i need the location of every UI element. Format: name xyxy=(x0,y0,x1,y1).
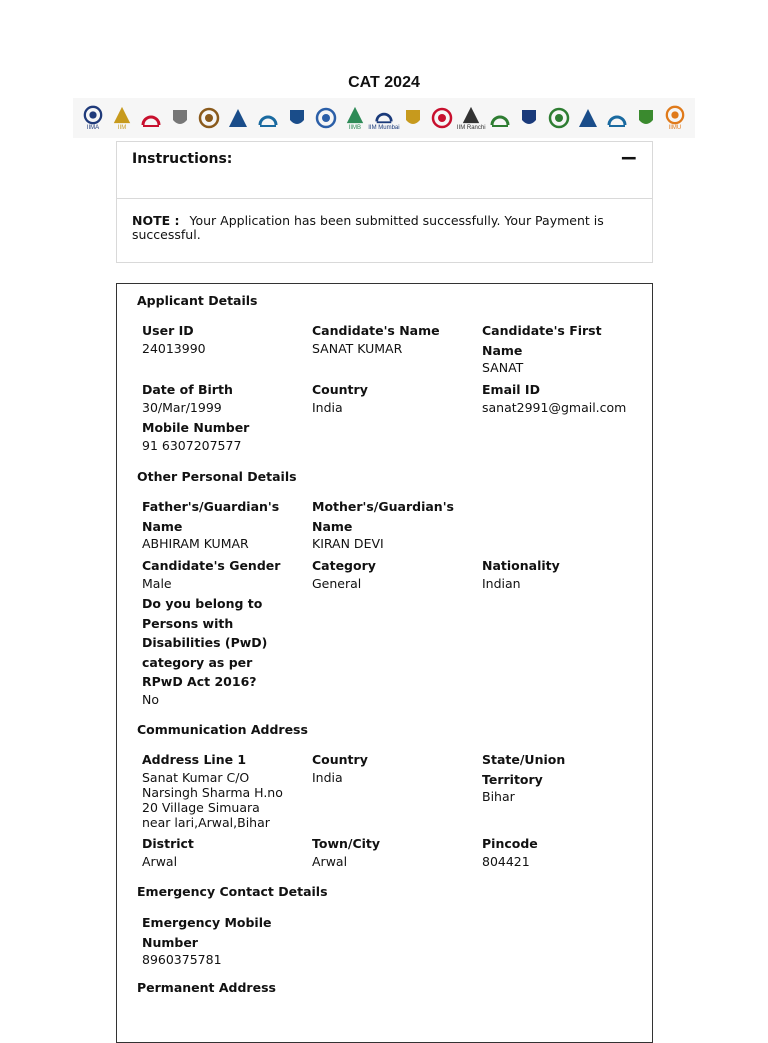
field-label: Candidate's Name xyxy=(312,323,440,338)
address-line1-field xyxy=(142,750,287,830)
field-value: Male xyxy=(142,575,172,591)
globe-logo xyxy=(547,102,571,134)
green-seal-logo-mark xyxy=(489,105,511,131)
field-value: 8960375781 xyxy=(142,952,222,967)
instructions-panel xyxy=(116,141,653,263)
ranchi-logo-mark xyxy=(460,105,482,125)
shield-logo xyxy=(576,102,600,134)
iimu-logo xyxy=(663,102,687,134)
ranchi-logo xyxy=(456,102,486,134)
permanent-address-title: Permanent Address xyxy=(137,980,276,995)
field-value: Sanat Kumar C/O Narsingh Sharma H.no 20 Village Simuara near lari,Arwal,Bihar xyxy=(142,769,283,830)
field-value: 91 6307207577 xyxy=(142,437,242,453)
emergency-mobile-field xyxy=(142,913,277,967)
figure-logo xyxy=(605,102,629,134)
field-label: Father's/Guardian's Name xyxy=(142,499,280,534)
emergency-contact-title: Emergency Contact Details xyxy=(137,884,328,899)
field-value: No xyxy=(142,691,159,707)
chakra-logo xyxy=(314,102,338,134)
field-label: Nationality xyxy=(482,558,560,573)
emblem-logo xyxy=(401,102,425,134)
field-value: Indian xyxy=(482,575,521,591)
flame-logo xyxy=(226,102,250,134)
application-details-card xyxy=(116,283,653,1043)
email-field xyxy=(482,380,637,415)
field-label: Category xyxy=(312,558,376,573)
mumbai-logo-mark xyxy=(373,105,395,125)
dob-field xyxy=(142,380,292,415)
pinwheel-logo-mark xyxy=(635,105,657,131)
district-field xyxy=(142,834,292,869)
iimb-logo-mark xyxy=(344,105,366,125)
tower-logo-mark xyxy=(257,105,279,131)
lattice-logo-mark xyxy=(518,105,540,131)
category-field xyxy=(312,556,467,591)
field-label: District xyxy=(142,836,194,851)
field-label: Do you belong to Persons with Disabilities (PwD) category as per RPwD Act 2016? xyxy=(142,596,268,689)
field-label: Town/City xyxy=(312,836,381,851)
instructions-title: Instructions: xyxy=(132,151,233,167)
mountain-logo xyxy=(285,102,309,134)
field-value: ABHIRAM KUMAR xyxy=(142,536,249,551)
logo-label: IIM xyxy=(117,124,127,131)
note-label: NOTE : xyxy=(132,213,180,228)
field-label: Mother's/Guardian's Name xyxy=(312,499,454,534)
first-name-field xyxy=(482,321,607,375)
field-value: Arwal xyxy=(312,853,348,869)
field-label: Country xyxy=(312,382,368,397)
father-name-field xyxy=(142,497,282,551)
gender-field xyxy=(142,556,292,591)
field-value: SANAT KUMAR xyxy=(312,340,403,356)
red-emblem-logo xyxy=(430,102,454,134)
flame-logo-mark xyxy=(227,105,249,131)
field-label: State/Union Territory xyxy=(482,752,566,787)
instructions-note xyxy=(132,214,632,242)
field-label: Candidate's First Name xyxy=(482,323,602,358)
field-value: 30/Mar/1999 xyxy=(142,399,222,415)
field-label: Pincode xyxy=(482,836,538,851)
field-value: 24013990 xyxy=(142,340,206,356)
mountain-logo-mark xyxy=(286,105,308,131)
logo-label: IIMU xyxy=(668,124,682,131)
address-country-field xyxy=(312,750,467,785)
lattice-logo xyxy=(517,102,541,134)
pinwheel-logo xyxy=(634,102,658,134)
pediment-logo-mark xyxy=(169,105,191,131)
town-field xyxy=(312,834,467,869)
pincode-field xyxy=(482,834,637,869)
iimu-logo-mark xyxy=(664,105,686,125)
green-seal-logo xyxy=(488,102,512,134)
field-value: 804421 xyxy=(482,853,530,869)
nationality-field xyxy=(482,556,637,591)
red-emblem-logo-mark xyxy=(431,105,453,131)
iima-logo-mark xyxy=(82,105,104,125)
candidate-name-field xyxy=(312,321,467,356)
mumbai-logo xyxy=(368,102,400,134)
field-value: sanat2991@gmail.com xyxy=(482,399,627,415)
state-field xyxy=(482,750,582,804)
field-label: Mobile Number xyxy=(142,420,250,435)
sunflower-logo xyxy=(110,102,134,134)
logo-label: IIMB xyxy=(348,124,362,131)
note-text: Your Application has been submitted successfully. Your Payment is successful. xyxy=(132,213,604,242)
logo-label: IIM Ranchi xyxy=(456,124,486,131)
logo-label: IIMA xyxy=(86,124,100,131)
field-value: SANAT xyxy=(482,360,524,375)
personal-details-title: Other Personal Details xyxy=(137,469,297,484)
mother-name-field xyxy=(312,497,457,551)
exam-title: CAT 2024 xyxy=(348,74,420,91)
emblem-logo-mark xyxy=(402,105,424,131)
tower-logo xyxy=(256,102,280,134)
field-value: Arwal xyxy=(142,853,178,869)
institute-logo-strip xyxy=(73,98,695,138)
communication-address-title: Communication Address xyxy=(137,722,308,737)
field-value: India xyxy=(312,769,343,785)
chakra-logo-mark xyxy=(315,105,337,131)
field-label: Country xyxy=(312,752,368,767)
field-label: Date of Birth xyxy=(142,382,233,397)
instructions-header[interactable] xyxy=(117,142,652,199)
sunflower-logo-mark xyxy=(111,105,133,125)
field-value: General xyxy=(312,575,362,591)
wheel-logo-mark xyxy=(198,105,220,131)
field-label: Address Line 1 xyxy=(142,752,247,767)
field-label: Email ID xyxy=(482,382,540,397)
logo-label: IIM Mumbai xyxy=(368,124,400,131)
iimb-logo xyxy=(343,102,367,134)
mobile-field xyxy=(142,418,292,453)
applicant-details-title: Applicant Details xyxy=(137,293,258,308)
field-label: Emergency Mobile Number xyxy=(142,915,272,950)
field-value: Bihar xyxy=(482,789,515,804)
field-label: User ID xyxy=(142,323,194,338)
arc-logo-mark xyxy=(140,105,162,131)
collapse-icon[interactable]: − xyxy=(619,146,638,171)
globe-logo-mark xyxy=(548,105,570,131)
pwd-field xyxy=(142,594,277,707)
pediment-logo xyxy=(168,102,192,134)
wheel-logo xyxy=(197,102,221,134)
arc-logo xyxy=(139,102,163,134)
field-value: India xyxy=(312,399,343,415)
user-id-field xyxy=(142,321,292,356)
field-value: KIRAN DEVI xyxy=(312,536,384,551)
figure-logo-mark xyxy=(606,105,628,131)
field-label: Candidate's Gender xyxy=(142,558,281,573)
country-field xyxy=(312,380,467,415)
iima-logo xyxy=(81,102,105,134)
shield-logo-mark xyxy=(577,105,599,131)
